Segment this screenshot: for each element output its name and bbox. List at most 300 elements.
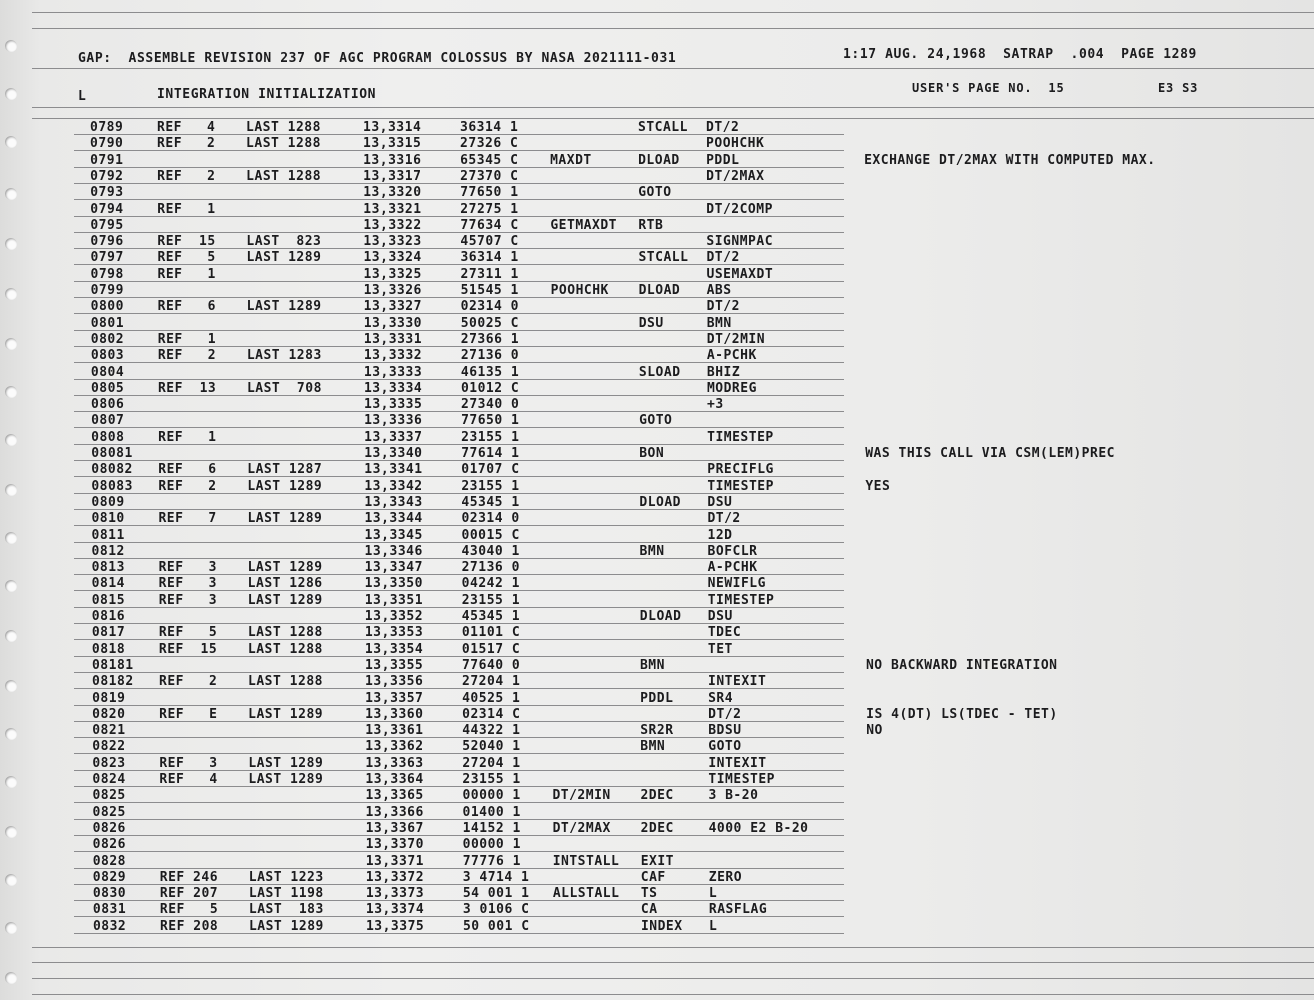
operand: MODREG (706, 381, 757, 396)
opcode: TS (640, 886, 658, 901)
octal-word: 27275 1 (460, 202, 519, 217)
operand: 3 B-20 (708, 788, 759, 803)
address: 13,3351 (364, 593, 424, 608)
operand: L (708, 919, 718, 934)
octal-word: 45345 1 (461, 495, 520, 510)
octal-word: 77640 0 (461, 658, 521, 673)
label: DT/2MAX (552, 821, 611, 836)
operand: ZERO (708, 870, 743, 885)
operand: TIMESTEP (708, 772, 776, 787)
table-row (0, 202, 1314, 218)
table-row (0, 136, 1314, 152)
octal-word: 77634 C (460, 218, 519, 233)
octal-word: 51545 1 (460, 283, 519, 298)
address: 13,3370 (365, 837, 424, 852)
octal-word: 01707 C (461, 462, 520, 477)
operand: USEMAXDT (706, 267, 774, 282)
last-ref: LAST 1289 (248, 919, 324, 934)
ref-count: REF 3 (159, 756, 218, 771)
ruled-line (32, 12, 1314, 13)
line-number: 0818 (91, 642, 126, 657)
octal-word: 46135 1 (460, 365, 520, 380)
line-number: 0822 (92, 739, 126, 754)
opcode: DLOAD (639, 609, 682, 624)
octal-word: 01012 C (460, 381, 520, 396)
ref-count: REF 2 (158, 479, 217, 494)
line-number: 0829 (92, 870, 127, 885)
operand: DT/2COMP (706, 202, 773, 217)
opcode: DSU (638, 316, 664, 331)
operand: A-PCHK (706, 348, 757, 363)
line-number: 0807 (91, 413, 125, 428)
address: 13,3355 (364, 658, 424, 673)
line-number: 0794 (90, 202, 124, 217)
last-ref: LAST 1286 (247, 576, 323, 591)
ref-count: REF 3 (158, 560, 217, 575)
label: POOHCHK (550, 283, 609, 298)
table-row (0, 495, 1314, 511)
opcode: CA (640, 902, 658, 917)
line-number: 0820 (92, 707, 126, 722)
line-number: 0819 (92, 691, 126, 706)
line-number: 0831 (92, 902, 127, 917)
label: MAXDT (550, 153, 592, 168)
line-number: 0823 (92, 756, 126, 771)
octal-word: 23155 1 (461, 430, 520, 445)
octal-word: 01400 1 (462, 805, 521, 820)
address: 13,3343 (364, 495, 423, 510)
address: 13,3346 (364, 544, 423, 559)
line-number: 0824 (92, 772, 126, 787)
ref-count: REF 246 (159, 870, 219, 885)
opcode: BMN (640, 739, 666, 754)
last-ref: LAST 1288 (246, 120, 321, 135)
line-number: 0813 (91, 560, 125, 575)
octal-word: 23155 1 (461, 479, 520, 494)
ref-count: REF 2 (157, 348, 217, 363)
table-row (0, 153, 1314, 169)
line-number: 0798 (90, 267, 124, 282)
operand: DT/2 (708, 707, 742, 722)
line-number: 0816 (91, 609, 126, 624)
ref-count: REF 15 (157, 234, 216, 249)
table-row (0, 674, 1314, 690)
ref-count: REF 1 (158, 430, 217, 445)
octal-word: 01517 C (461, 642, 521, 657)
line-number: 0809 (91, 495, 125, 510)
listing-title: GAP: ASSEMBLE REVISION 237 OF AGC PROGRAM COLOSSUS BY NASA 2021111-031 (78, 51, 677, 66)
ref-count: REF 5 (157, 250, 216, 265)
ref-count: REF 3 (158, 576, 217, 591)
operand: BOFCLR (707, 544, 758, 559)
address: 13,3326 (363, 283, 422, 298)
table-row (0, 821, 1314, 837)
line-number: 0806 (91, 397, 125, 412)
ref-count: REF 5 (158, 625, 218, 640)
address: 13,3360 (365, 707, 424, 722)
table-row (0, 919, 1314, 935)
line-number: 0805 (90, 381, 125, 396)
operand: NEWIFLG (707, 576, 766, 591)
last-ref: LAST 1288 (248, 674, 323, 689)
address: 13,3321 (363, 202, 422, 217)
opcode: BMN (639, 544, 665, 559)
octal-word: 36314 1 (460, 250, 519, 265)
octal-word: 27340 0 (461, 397, 520, 412)
line-number: 0790 (90, 136, 124, 151)
last-ref: LAST 823 (246, 234, 322, 249)
opcode: STCALL (638, 120, 688, 135)
row-rule (74, 411, 844, 412)
ruled-line (32, 28, 1314, 29)
operand: +3 (707, 397, 724, 412)
last-ref: LAST 708 (246, 381, 322, 396)
octal-word: 27204 1 (462, 756, 521, 771)
address: 13,3362 (365, 739, 424, 754)
table-row (0, 870, 1314, 886)
operand: DT/2MIN (706, 332, 766, 347)
table-row (0, 576, 1314, 592)
line-number: 0821 (92, 723, 126, 738)
opcode: EXIT (640, 854, 674, 869)
line-number: 0789 (90, 120, 124, 135)
ref-count: REF 4 (157, 120, 216, 135)
address: 13,3340 (364, 446, 423, 461)
table-row (0, 332, 1314, 348)
last-ref: LAST 1287 (247, 462, 323, 477)
address: 13,3342 (364, 479, 423, 494)
address: 13,3331 (363, 332, 423, 347)
table-row (0, 723, 1314, 739)
opcode: CAF (640, 870, 666, 885)
comment: EXCHANGE DT/2MAX WITH COMPUTED MAX. (864, 153, 1156, 168)
operand: DT/2 (706, 250, 740, 265)
address: 13,3334 (363, 381, 423, 396)
table-row (0, 560, 1314, 576)
address: 13,3317 (363, 169, 422, 184)
table-row (0, 185, 1314, 201)
ref-count: REF 2 (157, 169, 216, 184)
operand: TIMESTEP (707, 479, 774, 494)
operand: DSU (707, 609, 733, 624)
address: 13,3324 (363, 250, 422, 265)
address: 13,3335 (364, 397, 423, 412)
opcode: DLOAD (638, 153, 680, 168)
address: 13,3341 (364, 462, 423, 477)
octal-word: 65345 C (460, 153, 519, 168)
address: 13,3353 (364, 625, 424, 640)
tractor-hole (5, 40, 17, 52)
operand: 12D (707, 528, 733, 543)
table-row (0, 593, 1314, 609)
table-row (0, 886, 1314, 902)
last-ref: LAST 1283 (246, 348, 322, 363)
line-number: 0810 (91, 511, 125, 526)
row-rule (74, 460, 844, 461)
operand: BDSU (708, 723, 742, 738)
octal-word: 02314 0 (461, 511, 520, 526)
opcode: STCALL (638, 250, 689, 265)
line-number: 0797 (90, 250, 124, 265)
address: 13,3371 (365, 854, 424, 869)
address: 13,3325 (363, 267, 422, 282)
operand: BHIZ (706, 365, 741, 380)
label: INTSTALL (552, 854, 620, 869)
address: 13,3327 (363, 299, 422, 314)
address: 13,3363 (365, 756, 424, 771)
ref-count: REF 6 (157, 299, 216, 314)
row-rule (74, 672, 844, 673)
last-ref: LAST 1289 (246, 250, 322, 265)
table-row (0, 413, 1314, 429)
octal-word: 3 0106 C (462, 902, 530, 917)
operand: PRECIFLG (707, 462, 774, 477)
address: 13,3365 (365, 788, 424, 803)
octal-word: 40525 1 (462, 691, 521, 706)
label: ALLSTALL (552, 886, 620, 901)
line-number: 0825 (92, 788, 126, 803)
last-ref: LAST 1289 (247, 560, 323, 575)
ref-count: REF 1 (157, 202, 216, 217)
ref-count: REF 3 (158, 593, 218, 608)
table-row (0, 446, 1314, 462)
address: 13,3333 (363, 365, 423, 380)
operand: POOHCHK (706, 136, 765, 151)
address: 13,3372 (365, 870, 425, 885)
line-number: 0792 (90, 169, 124, 184)
table-row (0, 788, 1314, 804)
operand: DT/2MAX (706, 169, 765, 184)
address: 13,3354 (364, 642, 424, 657)
table-row (0, 462, 1314, 478)
row-rule (74, 427, 844, 428)
table-row (0, 528, 1314, 544)
octal-word: 3 4714 1 (462, 870, 530, 885)
octal-word: 50 001 C (462, 919, 530, 934)
address: 13,3314 (363, 120, 422, 135)
opcode: RTB (638, 218, 664, 233)
last-ref: LAST 1289 (247, 511, 323, 526)
comment: YES (865, 479, 891, 494)
ref-count: REF 7 (158, 511, 217, 526)
opcode: BMN (639, 658, 665, 673)
label: GETMAXDT (550, 218, 617, 233)
operand: BMN (706, 316, 732, 331)
opcode: DLOAD (639, 495, 682, 510)
last-ref: LAST 1288 (247, 642, 323, 657)
row-rule (74, 199, 844, 200)
opcode: 2DEC (640, 821, 674, 836)
last-ref: LAST 183 (248, 902, 324, 917)
line-number: 0826 (92, 821, 126, 836)
octal-word: 00000 1 (462, 788, 521, 803)
address: 13,3357 (365, 691, 424, 706)
operand: TIMESTEP (707, 430, 774, 445)
operand: RASFLAG (708, 902, 768, 917)
table-row (0, 299, 1314, 315)
line-number: 0817 (91, 625, 126, 640)
operand: DT/2 (706, 120, 740, 135)
octal-word: 23155 1 (461, 593, 521, 608)
octal-word: 27136 0 (461, 560, 520, 575)
opcode: DLOAD (638, 283, 681, 298)
table-row (0, 854, 1314, 870)
listing-date-page: 1:17 AUG. 24,1968 SATRAP .004 PAGE 1289 (843, 47, 1197, 62)
last-ref: LAST 1288 (246, 136, 321, 151)
operand: A-PCHK (707, 560, 758, 575)
ref-count: REF 6 (158, 462, 217, 477)
line-number: 0811 (91, 528, 125, 543)
octal-word: 14152 1 (462, 821, 521, 836)
address: 13,3316 (363, 153, 422, 168)
operand: TET (707, 642, 733, 657)
table-row (0, 381, 1314, 397)
label: DT/2MIN (552, 788, 611, 803)
line-number: 0800 (90, 299, 124, 314)
ref-count: REF E (159, 707, 218, 722)
table-row (0, 430, 1314, 446)
octal-word: 04242 1 (461, 576, 520, 591)
octal-word: 77776 1 (462, 854, 521, 869)
octal-word: 45707 C (460, 234, 519, 249)
ruled-line (32, 118, 1314, 119)
last-ref: LAST 1289 (248, 756, 324, 771)
row-rule (74, 819, 844, 820)
octal-word: 44322 1 (462, 723, 521, 738)
operand: L (708, 886, 718, 901)
operand: DSU (707, 495, 733, 510)
line-number: 0825 (92, 805, 126, 820)
line-number: 0814 (91, 576, 125, 591)
octal-word: 77650 1 (461, 413, 520, 428)
octal-word: 27311 1 (460, 267, 519, 282)
last-ref: LAST 1223 (248, 870, 324, 885)
ref-count: REF 5 (159, 902, 219, 917)
section-title: INTEGRATION INITIALIZATION (157, 87, 377, 102)
last-ref: LAST 1289 (248, 707, 324, 722)
octal-word: 00015 C (461, 528, 520, 543)
operand: 4000 E2 B-20 (708, 821, 809, 836)
page-codes: E3 S3 (1158, 81, 1199, 95)
octal-word: 23155 1 (462, 772, 521, 787)
comment: NO (866, 723, 883, 738)
octal-word: 77650 1 (460, 185, 519, 200)
address: 13,3345 (364, 528, 423, 543)
ref-count: REF 13 (157, 381, 217, 396)
row-rule (74, 232, 844, 233)
table-row (0, 218, 1314, 234)
table-row (0, 348, 1314, 364)
line-number: 0808 (91, 430, 125, 445)
line-number: 0803 (90, 348, 125, 363)
last-ref: LAST 1289 (246, 299, 322, 314)
ref-count: REF 208 (159, 919, 219, 934)
ruled-line (32, 947, 1314, 948)
ref-count: REF 207 (159, 886, 219, 901)
line-number: 0828 (92, 854, 126, 869)
operand: ABS (706, 283, 732, 298)
octal-word: 00000 1 (462, 837, 521, 852)
line-number: 0830 (92, 886, 127, 901)
address: 13,3332 (363, 348, 423, 363)
octal-word: 45345 1 (461, 609, 521, 624)
line-number: 08083 (91, 479, 133, 494)
last-ref: LAST 1198 (248, 886, 324, 901)
line-number: 0791 (90, 153, 124, 168)
table-row (0, 544, 1314, 560)
octal-word: 52040 1 (462, 739, 521, 754)
opcode: BON (639, 446, 665, 461)
line-number: 0799 (90, 283, 124, 298)
ref-count: REF 2 (157, 136, 216, 151)
table-row (0, 837, 1314, 853)
address: 13,3322 (363, 218, 422, 233)
address: 13,3361 (365, 723, 424, 738)
table-row (0, 511, 1314, 527)
octal-word: 27366 1 (460, 332, 520, 347)
ref-count: REF 15 (158, 642, 218, 657)
ruled-line (32, 978, 1314, 979)
row-rule (74, 851, 844, 852)
table-row (0, 234, 1314, 250)
address: 13,3344 (364, 511, 423, 526)
table-row (0, 316, 1314, 332)
ref-count: REF 2 (159, 674, 218, 689)
line-number: 0812 (91, 544, 125, 559)
octal-word: 02314 0 (460, 299, 519, 314)
table-row (0, 169, 1314, 185)
line-number: 08082 (91, 462, 133, 477)
octal-word: 27136 0 (460, 348, 520, 363)
address: 13,3367 (365, 821, 424, 836)
table-row (0, 658, 1314, 674)
octal-word: 27326 C (460, 136, 519, 151)
table-row (0, 642, 1314, 658)
address: 13,3352 (364, 609, 424, 624)
ruled-line (32, 68, 1314, 69)
operand: DT/2 (706, 299, 740, 314)
line-number: 0793 (90, 185, 124, 200)
table-row (0, 365, 1314, 381)
ref-count: REF 1 (157, 332, 217, 347)
operand: TIMESTEP (707, 593, 775, 608)
operand: SR4 (708, 691, 734, 706)
table-row (0, 397, 1314, 413)
table-row (0, 772, 1314, 788)
operand: DT/2 (707, 511, 741, 526)
last-ref: LAST 1288 (247, 625, 323, 640)
ruled-line (32, 962, 1314, 963)
line-number: 08182 (92, 674, 134, 689)
ref-count: REF 1 (157, 267, 216, 282)
line-number: 0796 (90, 234, 124, 249)
address: 13,3350 (364, 576, 423, 591)
address: 13,3320 (363, 185, 422, 200)
operand: INTEXIT (708, 756, 767, 771)
table-row (0, 625, 1314, 641)
address: 13,3364 (365, 772, 424, 787)
operand: SIGNMPAC (706, 234, 774, 249)
address: 13,3373 (365, 886, 425, 901)
address: 13,3315 (363, 136, 422, 151)
operand: GOTO (708, 739, 742, 754)
operand: INTEXIT (708, 674, 767, 689)
table-row (0, 120, 1314, 136)
opcode: GOTO (639, 413, 673, 428)
octal-word: 27370 C (460, 169, 519, 184)
row-rule (74, 868, 844, 869)
table-row (0, 739, 1314, 755)
